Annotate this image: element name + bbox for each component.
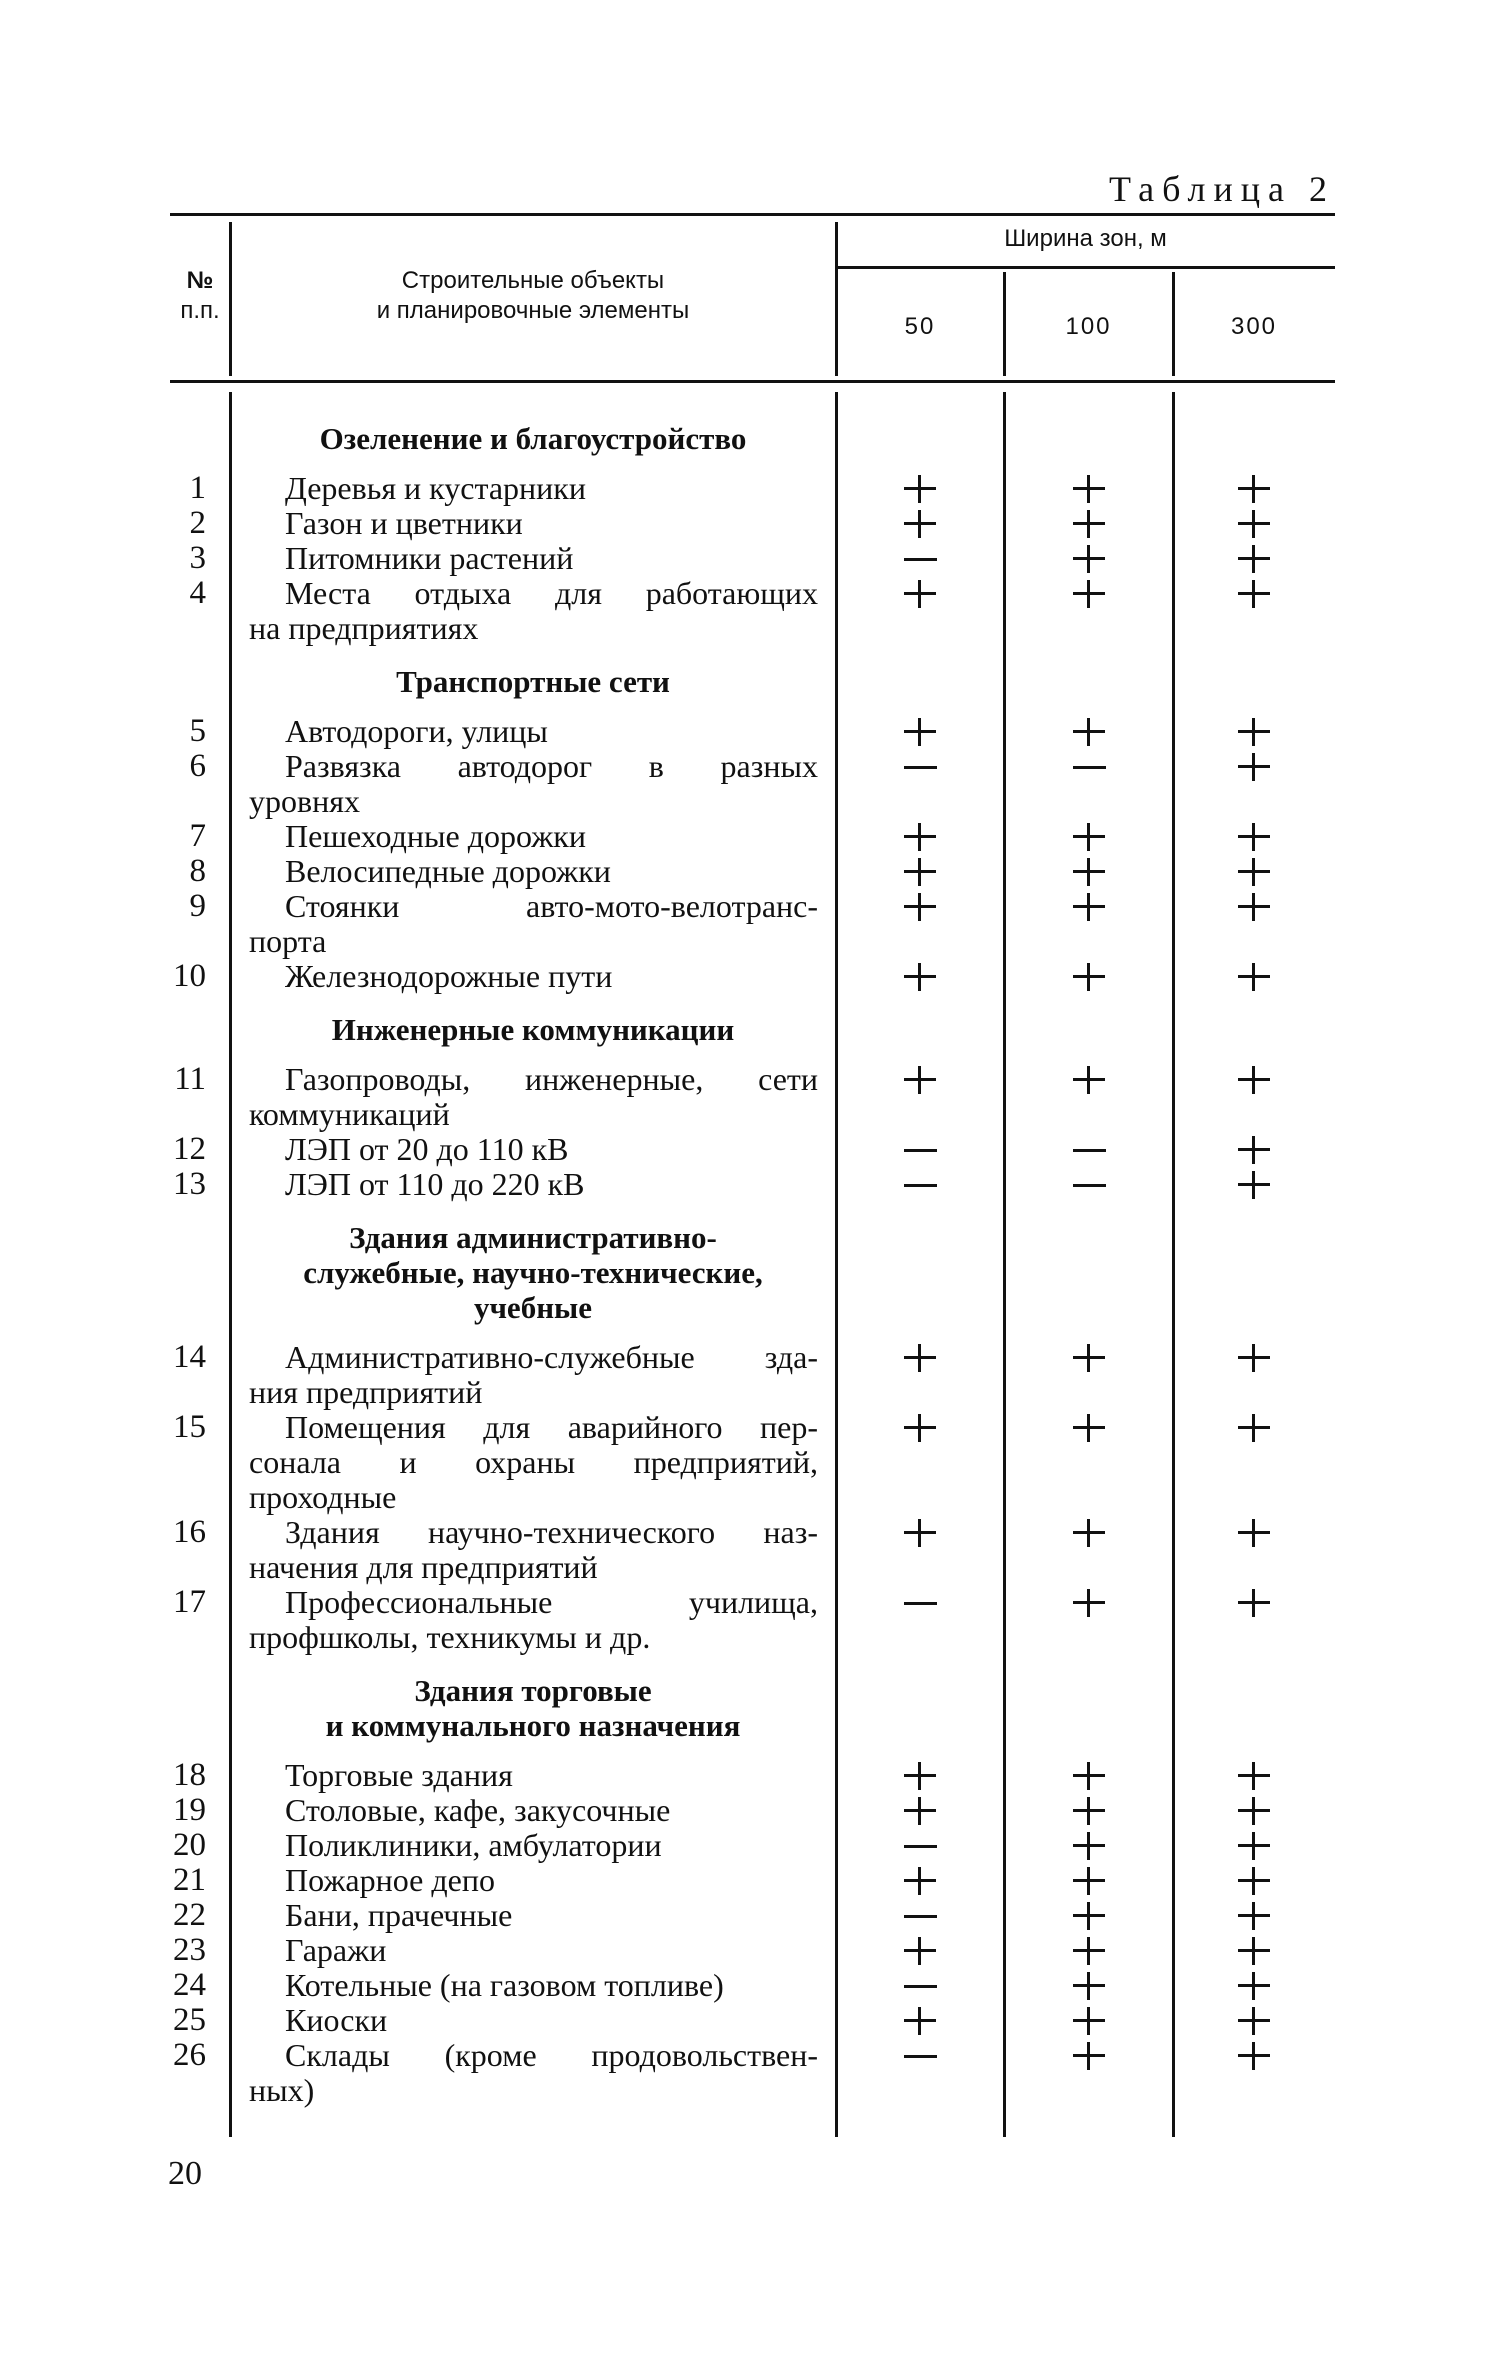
table-row <box>170 1167 1335 1202</box>
row-object-name-line: профшколы, техникумы и др. <box>249 1619 651 1655</box>
plus-icon <box>1238 1832 1270 1860</box>
minus-icon <box>904 766 937 769</box>
plus-icon <box>1073 893 1105 921</box>
row-object-name <box>230 1515 836 1585</box>
zone-cell-100 <box>1004 506 1173 541</box>
row-object-name-line: Газон и цветники <box>285 505 523 541</box>
section-heading-line: Транспортные сети <box>396 664 670 699</box>
plus-icon <box>904 1797 936 1825</box>
row-number: 24 <box>173 1967 206 2003</box>
header-num-line: п.п. <box>180 297 220 324</box>
plus-icon <box>1073 545 1105 573</box>
row-number: 22 <box>173 1897 206 1933</box>
row-object-name-line: Пешеходные дорожки <box>285 818 586 854</box>
row-object-name <box>230 959 836 994</box>
zone-cell-100 <box>1004 1898 1173 1933</box>
row-object-name-line: Газопроводы, инженерные, сети <box>285 1061 818 1097</box>
table-row <box>170 1585 1335 1655</box>
header-width-50: 50 <box>904 313 936 340</box>
zone-cell-300 <box>1173 1898 1335 1933</box>
plus-icon <box>1238 2042 1270 2070</box>
row-object-name-line: Киоски <box>285 2002 388 2038</box>
zone-cell-50 <box>836 1132 1004 1167</box>
zone-cell-300 <box>1173 1515 1335 1550</box>
zone-cell-50 <box>836 1933 1004 1968</box>
plus-icon <box>1238 858 1270 886</box>
zone-cell-300 <box>1173 1585 1335 1620</box>
zone-cell-300 <box>1173 2003 1335 2038</box>
zone-cell-300 <box>1173 1933 1335 1968</box>
row-object-name-line: порта <box>249 923 327 959</box>
plus-icon <box>904 580 936 608</box>
row-number: 8 <box>189 853 206 889</box>
section-heading <box>230 646 836 714</box>
zone-cell-50 <box>836 714 1004 749</box>
row-object-name-line: Помещения для аварийного пер- <box>285 1409 818 1445</box>
row-object-name-line: уровнях <box>249 783 360 819</box>
row-object-name <box>230 889 836 959</box>
row-number: 15 <box>173 1409 206 1445</box>
row-number: 25 <box>173 2002 206 2038</box>
table-row <box>170 854 1335 889</box>
row-object-name-line: коммуникаций <box>249 1096 450 1132</box>
row-number: 9 <box>189 888 206 924</box>
plus-icon <box>904 1414 936 1442</box>
zone-cell-100 <box>1004 1062 1173 1097</box>
zone-cell-50 <box>836 2038 1004 2073</box>
plus-icon <box>1238 963 1270 991</box>
table-row <box>170 1863 1335 1898</box>
table-row <box>170 2003 1335 2038</box>
row-object-name <box>230 714 836 749</box>
plus-icon <box>1073 718 1105 746</box>
row-object-name <box>230 1863 836 1898</box>
header-width-300: 300 <box>1230 313 1278 340</box>
section-heading-line: Здания торговые <box>414 1673 652 1708</box>
row-object-name <box>230 854 836 889</box>
row-number: 23 <box>173 1932 206 1968</box>
zone-cell-100 <box>1004 819 1173 854</box>
zone-cell-100 <box>1004 471 1173 506</box>
plus-icon <box>904 858 936 886</box>
zone-cell-100 <box>1004 1340 1173 1375</box>
minus-icon <box>1073 766 1106 769</box>
plus-icon <box>1238 823 1270 851</box>
plus-icon <box>1238 545 1270 573</box>
row-object-name <box>230 1410 836 1515</box>
zone-cell-100 <box>1004 889 1173 924</box>
plus-icon <box>904 1344 936 1372</box>
plus-icon <box>1238 753 1270 781</box>
minus-icon <box>904 1985 937 1988</box>
table-row <box>170 714 1335 749</box>
zone-cell-300 <box>1173 2038 1335 2073</box>
minus-icon <box>904 1845 937 1848</box>
plus-icon <box>1073 1832 1105 1860</box>
zone-cell-100 <box>1004 1758 1173 1793</box>
row-number: 17 <box>173 1584 206 1620</box>
plus-icon <box>904 1937 936 1965</box>
header-num-line: № <box>186 267 214 294</box>
table-row <box>170 889 1335 959</box>
zone-cell-100 <box>1004 854 1173 889</box>
row-object-name <box>230 1793 836 1828</box>
minus-icon <box>904 1602 937 1605</box>
zone-cell-50 <box>836 1863 1004 1898</box>
plus-icon <box>1073 2042 1105 2070</box>
zone-cell-100 <box>1004 959 1173 994</box>
zone-cell-50 <box>836 1062 1004 1097</box>
header-width-100: 100 <box>1065 313 1112 340</box>
row-object-name <box>230 1758 836 1793</box>
zone-cell-50 <box>836 1410 1004 1445</box>
zone-cell-300 <box>1173 471 1335 506</box>
table-row <box>170 1758 1335 1793</box>
row-object-name-line: ных) <box>249 2072 315 2108</box>
row-object-name-line: Места отдыха для работающих <box>285 575 818 611</box>
plus-icon <box>1073 580 1105 608</box>
plus-icon <box>1073 963 1105 991</box>
zone-cell-100 <box>1004 749 1173 784</box>
zone-cell-300 <box>1173 959 1335 994</box>
row-number: 21 <box>173 1862 206 1898</box>
table-row <box>170 576 1335 646</box>
plus-icon <box>1238 1797 1270 1825</box>
row-object-name-line: Пожарное депо <box>285 1862 495 1898</box>
zone-cell-100 <box>1004 1585 1173 1620</box>
section-heading <box>230 994 836 1062</box>
plus-icon <box>1238 893 1270 921</box>
plus-icon <box>904 510 936 538</box>
zone-cell-300 <box>1173 1167 1335 1202</box>
section-heading-line: Здания административно- <box>349 1220 717 1255</box>
table-row <box>170 1933 1335 1968</box>
row-object-name-line: Гаражи <box>285 1932 387 1968</box>
plus-icon <box>1238 1066 1270 1094</box>
zone-cell-100 <box>1004 1968 1173 2003</box>
section-heading <box>230 403 836 471</box>
row-object-name <box>230 1062 836 1132</box>
plus-icon <box>904 475 936 503</box>
table-row <box>170 1062 1335 1132</box>
row-object-name-line: Стоянки авто-мото-велотранс- <box>285 888 818 924</box>
row-number: 5 <box>189 713 206 749</box>
row-object-name <box>230 2003 836 2038</box>
plus-icon <box>904 718 936 746</box>
zone-cell-300 <box>1173 506 1335 541</box>
zone-cell-100 <box>1004 2003 1173 2038</box>
table-row <box>170 1968 1335 2003</box>
plus-icon <box>1073 1902 1105 1930</box>
row-object-name-line: Деревья и кустарники <box>285 470 586 506</box>
row-object-name <box>230 1968 836 2003</box>
plus-icon <box>1073 858 1105 886</box>
row-object-name-line: Склады (кроме продовольствен- <box>285 2037 818 2073</box>
row-object-name-line: Велосипедные дорожки <box>285 853 611 889</box>
table-row <box>170 2038 1335 2108</box>
zone-cell-300 <box>1173 1758 1335 1793</box>
section-heading-line: Инженерные коммуникации <box>331 1012 735 1047</box>
row-number: 6 <box>189 748 206 784</box>
zone-cell-100 <box>1004 1167 1173 1202</box>
row-object-name-line: Питомники растений <box>285 540 574 576</box>
plus-icon <box>1073 1589 1105 1617</box>
plus-icon <box>1238 1762 1270 1790</box>
row-object-name-line: ЛЭП от 110 до 220 кВ <box>285 1166 585 1202</box>
row-object-name-line: сонала и охраны предприятий, <box>249 1444 818 1480</box>
zone-cell-50 <box>836 2003 1004 2038</box>
row-object-name-line: Торговые здания <box>285 1757 513 1793</box>
zone-cell-100 <box>1004 576 1173 611</box>
table-row <box>170 1793 1335 1828</box>
zone-cell-50 <box>836 506 1004 541</box>
zone-cell-100 <box>1004 1828 1173 1863</box>
zone-cell-50 <box>836 541 1004 576</box>
minus-icon <box>1073 1149 1106 1152</box>
row-object-name <box>230 1167 836 1202</box>
plus-icon <box>1238 475 1270 503</box>
row-number: 26 <box>173 2037 206 2073</box>
row-object-name <box>230 2038 836 2108</box>
table-row <box>170 1132 1335 1167</box>
zone-cell-100 <box>1004 1132 1173 1167</box>
zone-cell-100 <box>1004 1863 1173 1898</box>
row-object-name <box>230 1132 836 1167</box>
plus-icon <box>1238 1344 1270 1372</box>
row-object-name-line: проходные <box>249 1479 397 1515</box>
table-caption: Таблица 2 <box>1109 169 1335 209</box>
plus-icon <box>1073 1344 1105 1372</box>
zone-cell-300 <box>1173 854 1335 889</box>
plus-icon <box>1073 1972 1105 2000</box>
row-object-name-line: Автодороги, улицы <box>285 713 548 749</box>
plus-icon <box>1238 1519 1270 1547</box>
zone-cell-300 <box>1173 819 1335 854</box>
plus-icon <box>1238 2007 1270 2035</box>
header-objects-line: и планировочные элементы <box>376 297 690 324</box>
plus-icon <box>1073 1797 1105 1825</box>
zone-cell-300 <box>1173 1828 1335 1863</box>
plus-icon <box>904 1867 936 1895</box>
zone-cell-50 <box>836 1793 1004 1828</box>
zone-cell-300 <box>1173 1132 1335 1167</box>
row-object-name <box>230 471 836 506</box>
page-number: 20 <box>168 2155 202 2192</box>
table-row <box>170 1898 1335 1933</box>
row-object-name <box>230 1933 836 1968</box>
plus-icon <box>1238 1972 1270 2000</box>
row-object-name-line: начения для предприятий <box>249 1549 598 1585</box>
zone-cell-100 <box>1004 714 1173 749</box>
plus-icon <box>1238 1589 1270 1617</box>
row-object-name-line: Административно-служебные зда- <box>285 1339 818 1375</box>
plus-icon <box>1238 1902 1270 1930</box>
section-heading-line: Озеленение и благоустройство <box>319 421 747 456</box>
plus-icon <box>1073 1414 1105 1442</box>
row-number: 19 <box>173 1792 206 1828</box>
row-object-name-line: Бани, прачечные <box>285 1897 513 1933</box>
zone-cell-50 <box>836 1340 1004 1375</box>
table-row <box>170 959 1335 994</box>
row-object-name <box>230 506 836 541</box>
plus-icon <box>1238 1171 1270 1199</box>
plus-icon <box>1073 1867 1105 1895</box>
row-object-name-line: Столовые, кафе, закусочные <box>285 1792 671 1828</box>
plus-icon <box>1073 1937 1105 1965</box>
row-object-name-line: на предприятиях <box>249 610 479 646</box>
plus-icon <box>1238 718 1270 746</box>
table-body <box>170 393 1335 2108</box>
header-num <box>170 266 230 326</box>
header-width-group: Ширина зон, м <box>1004 225 1167 252</box>
zone-cell-300 <box>1173 576 1335 611</box>
plus-icon <box>1073 1066 1105 1094</box>
table-row <box>170 471 1335 506</box>
header-objects-line: Строительные объекты <box>401 267 665 294</box>
row-object-name <box>230 819 836 854</box>
zone-cell-50 <box>836 1585 1004 1620</box>
plus-icon <box>904 2007 936 2035</box>
zone-cell-50 <box>836 576 1004 611</box>
plus-icon <box>1073 823 1105 851</box>
zone-cell-100 <box>1004 1793 1173 1828</box>
row-number: 13 <box>173 1166 206 1202</box>
zone-cell-300 <box>1173 1340 1335 1375</box>
zone-cell-300 <box>1173 541 1335 576</box>
plus-icon <box>1238 1867 1270 1895</box>
header-bottom-rule <box>170 380 1335 383</box>
zone-cell-300 <box>1173 749 1335 784</box>
row-number: 14 <box>173 1339 206 1375</box>
row-object-name <box>230 1828 836 1863</box>
zone-cell-50 <box>836 1515 1004 1550</box>
section-heading-line: служебные, научно-технические, <box>303 1255 763 1290</box>
plus-icon <box>1073 510 1105 538</box>
zone-cell-50 <box>836 959 1004 994</box>
zone-cell-100 <box>1004 1410 1173 1445</box>
row-number: 18 <box>173 1757 206 1793</box>
plus-icon <box>904 1762 936 1790</box>
row-object-name-line: Профессиональные училища, <box>285 1584 818 1620</box>
plus-icon <box>1238 1136 1270 1164</box>
row-object-name <box>230 1585 836 1655</box>
plus-icon <box>904 1066 936 1094</box>
header-subrule <box>836 266 1335 269</box>
row-number: 4 <box>189 575 206 611</box>
zone-cell-50 <box>836 1758 1004 1793</box>
zone-cell-50 <box>836 1828 1004 1863</box>
row-number: 10 <box>173 958 206 994</box>
plus-icon <box>1238 580 1270 608</box>
row-number: 3 <box>189 540 206 576</box>
zone-cell-50 <box>836 749 1004 784</box>
zone-cell-50 <box>836 819 1004 854</box>
row-number: 12 <box>173 1131 206 1167</box>
row-number: 16 <box>173 1514 206 1550</box>
section-heading-line: и коммунального назначения <box>325 1708 741 1743</box>
zone-cell-300 <box>1173 1410 1335 1445</box>
section-heading-line: учебные <box>473 1290 593 1325</box>
zone-cell-300 <box>1173 714 1335 749</box>
zone-cell-300 <box>1173 1863 1335 1898</box>
zone-cell-100 <box>1004 1933 1173 1968</box>
row-object-name <box>230 1340 836 1410</box>
zone-cell-50 <box>836 889 1004 924</box>
zone-cell-100 <box>1004 541 1173 576</box>
zone-cell-300 <box>1173 1968 1335 2003</box>
row-object-name-line: Железнодорожные пути <box>285 958 613 994</box>
zone-cell-100 <box>1004 1515 1173 1550</box>
minus-icon <box>1073 1184 1106 1187</box>
row-object-name-line: ния предприятий <box>249 1374 483 1410</box>
minus-icon <box>904 2055 937 2058</box>
row-object-name-line: Поликлиники, амбулатории <box>285 1827 662 1863</box>
row-object-name-line: Развязка автодорог в разных <box>285 748 818 784</box>
table-row <box>170 1410 1335 1515</box>
zone-cell-50 <box>836 1968 1004 2003</box>
minus-icon <box>904 1149 937 1152</box>
plus-icon <box>1073 1762 1105 1790</box>
row-number: 11 <box>174 1061 206 1097</box>
zone-cell-50 <box>836 1167 1004 1202</box>
zone-cell-300 <box>1173 1793 1335 1828</box>
zone-cell-50 <box>836 854 1004 889</box>
row-number: 2 <box>189 505 206 541</box>
row-object-name <box>230 576 836 646</box>
table-row <box>170 1340 1335 1410</box>
zone-cell-300 <box>1173 889 1335 924</box>
row-number: 20 <box>173 1827 206 1863</box>
plus-icon <box>904 963 936 991</box>
zone-cell-100 <box>1004 2038 1173 2073</box>
zone-cell-50 <box>836 1898 1004 1933</box>
plus-icon <box>1238 1414 1270 1442</box>
plus-icon <box>904 1519 936 1547</box>
table-row <box>170 749 1335 819</box>
table-row <box>170 506 1335 541</box>
plus-icon <box>1073 1519 1105 1547</box>
plus-icon <box>1073 2007 1105 2035</box>
row-number: 7 <box>189 818 206 854</box>
header-objects <box>230 266 836 326</box>
row-object-name <box>230 1898 836 1933</box>
section-heading <box>230 1202 836 1340</box>
zone-cell-300 <box>1173 1062 1335 1097</box>
table-top-rule <box>170 213 1335 216</box>
row-object-name <box>230 541 836 576</box>
minus-icon <box>904 1915 937 1918</box>
table-row <box>170 1515 1335 1585</box>
row-object-name-line: ЛЭП от 20 до 110 кВ <box>285 1131 569 1167</box>
row-object-name-line: Здания научно-технического наз- <box>285 1514 818 1550</box>
plus-icon <box>1238 1937 1270 1965</box>
plus-icon <box>1073 475 1105 503</box>
table-row <box>170 541 1335 576</box>
table-row <box>170 1828 1335 1863</box>
plus-icon <box>904 893 936 921</box>
row-object-name <box>230 749 836 819</box>
minus-icon <box>904 558 937 561</box>
minus-icon <box>904 1184 937 1187</box>
row-object-name-line: Котельные (на газовом топливе) <box>285 1967 724 2003</box>
row-number: 1 <box>189 470 206 506</box>
plus-icon <box>1238 510 1270 538</box>
plus-icon <box>904 823 936 851</box>
section-heading <box>230 1655 836 1758</box>
zone-cell-50 <box>836 471 1004 506</box>
table-row <box>170 819 1335 854</box>
